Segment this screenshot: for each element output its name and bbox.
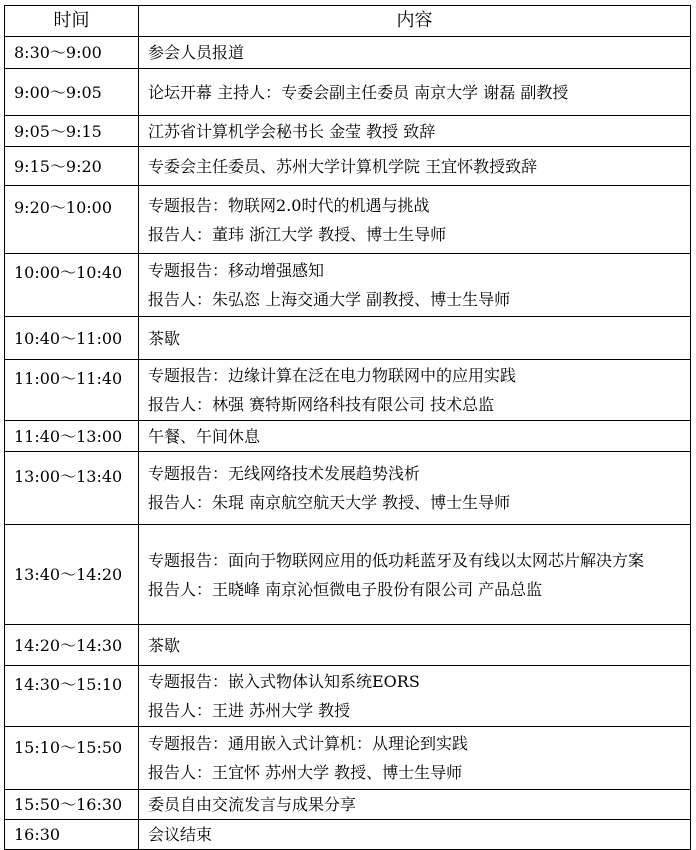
content-line: 茶歇 bbox=[148, 328, 181, 348]
table-row bbox=[5, 666, 691, 727]
schedule-body bbox=[5, 37, 691, 850]
content-line: 会议结束 bbox=[148, 825, 213, 844]
table-row bbox=[5, 116, 691, 147]
time-cell: 9:20～10:00 bbox=[5, 186, 139, 254]
content-cell bbox=[139, 360, 691, 421]
content-line: 报告人：朱琨 南京航空航天大学 教授、博士生导师 bbox=[148, 493, 511, 512]
content-line: 专题报告：通用嵌入式计算机：从理论到实践 bbox=[148, 734, 469, 753]
content-line: 江苏省计算机学会秘书长 金莹 教授 致辞 bbox=[148, 121, 436, 141]
content-line: 茶歇 bbox=[148, 635, 181, 655]
time-cell: 9:15～9:20 bbox=[5, 147, 139, 186]
content-line: 专题报告：无线网络技术发展趋势浅析 bbox=[148, 464, 421, 483]
content-line: 报告人：王晓峰 南京沁恒微电子股份有限公司 产品总监 bbox=[148, 579, 543, 599]
content-line: 委员自由交流发言与成果分享 bbox=[148, 795, 357, 814]
content-line: 专题报告：边缘计算在泛在电力物联网中的应用实践 bbox=[148, 366, 517, 385]
time-cell: 15:10～15:50 bbox=[5, 727, 139, 790]
time-cell: 9:00～9:05 bbox=[5, 69, 139, 116]
schedule-table bbox=[4, 5, 691, 850]
table-row bbox=[5, 525, 691, 625]
time-cell: 11:40～13:00 bbox=[5, 421, 139, 452]
content-cell bbox=[139, 452, 691, 525]
table-row bbox=[5, 360, 691, 421]
table-row bbox=[5, 820, 691, 850]
content-cell bbox=[139, 69, 691, 116]
content-cell bbox=[139, 625, 691, 666]
table-row bbox=[5, 421, 691, 452]
header-row bbox=[5, 6, 691, 37]
content-line: 专题报告：移动增强感知 bbox=[148, 261, 325, 280]
content-line: 专题报告：面向于物联网应用的低功耗蓝牙及有线以太网芯片解决方案 bbox=[148, 550, 645, 570]
content-line: 论坛开幕 主持人：专委会副主任委员 南京大学 谢磊 副教授 bbox=[148, 82, 569, 102]
table-row bbox=[5, 147, 691, 186]
content-line: 午餐、午间休息 bbox=[148, 426, 261, 446]
content-cell bbox=[139, 790, 691, 820]
time-cell: 15:50～16:30 bbox=[5, 790, 139, 820]
content-cell bbox=[139, 727, 691, 790]
content-cell bbox=[139, 421, 691, 452]
table-row bbox=[5, 790, 691, 820]
content-cell bbox=[139, 525, 691, 625]
content-line: 报告人：林强 赛特斯网络科技有限公司 技术总监 bbox=[148, 395, 495, 414]
content-line: 报告人：董玮 浙江大学 教授、博士生导师 bbox=[148, 224, 447, 244]
table-row bbox=[5, 69, 691, 116]
content-column-header: 内容 bbox=[139, 6, 691, 37]
time-cell: 8:30～9:00 bbox=[5, 37, 139, 69]
content-cell bbox=[139, 254, 691, 317]
table-row bbox=[5, 727, 691, 790]
content-cell bbox=[139, 186, 691, 254]
content-line: 专题报告：物联网2.0时代的机遇与挑战 bbox=[148, 195, 430, 215]
time-cell: 13:40～14:20 bbox=[5, 525, 139, 625]
time-cell: 10:00～10:40 bbox=[5, 254, 139, 317]
time-cell: 10:40～11:00 bbox=[5, 317, 139, 360]
content-line: 专题报告：嵌入式物体认知系统EORS bbox=[148, 672, 420, 691]
time-cell: 14:20～14:30 bbox=[5, 625, 139, 666]
time-column-header: 时间 bbox=[5, 6, 139, 37]
table-row bbox=[5, 254, 691, 317]
time-cell: 14:30～15:10 bbox=[5, 666, 139, 727]
time-cell: 9:05～9:15 bbox=[5, 116, 139, 147]
table-row bbox=[5, 317, 691, 360]
time-cell: 16:30 bbox=[5, 820, 139, 850]
table-row bbox=[5, 625, 691, 666]
content-line: 专委会主任委员、苏州大学计算机学院 王宜怀教授致辞 bbox=[148, 156, 538, 176]
content-line: 报告人：王宜怀 苏州大学 教授、博士生导师 bbox=[148, 763, 463, 782]
content-cell bbox=[139, 820, 691, 850]
content-cell bbox=[139, 666, 691, 727]
content-line: 参会人员报道 bbox=[148, 43, 245, 62]
time-cell: 11:00～11:40 bbox=[5, 360, 139, 421]
content-line: 报告人：朱弘恣 上海交通大学 副教授、博士生导师 bbox=[148, 290, 511, 309]
content-cell bbox=[139, 147, 691, 186]
content-cell bbox=[139, 37, 691, 69]
table-row bbox=[5, 452, 691, 525]
table-row bbox=[5, 186, 691, 254]
time-cell: 13:00～13:40 bbox=[5, 452, 139, 525]
content-cell bbox=[139, 317, 691, 360]
content-line: 报告人：王进 苏州大学 教授 bbox=[148, 701, 351, 720]
table-row bbox=[5, 37, 691, 69]
content-cell bbox=[139, 116, 691, 147]
